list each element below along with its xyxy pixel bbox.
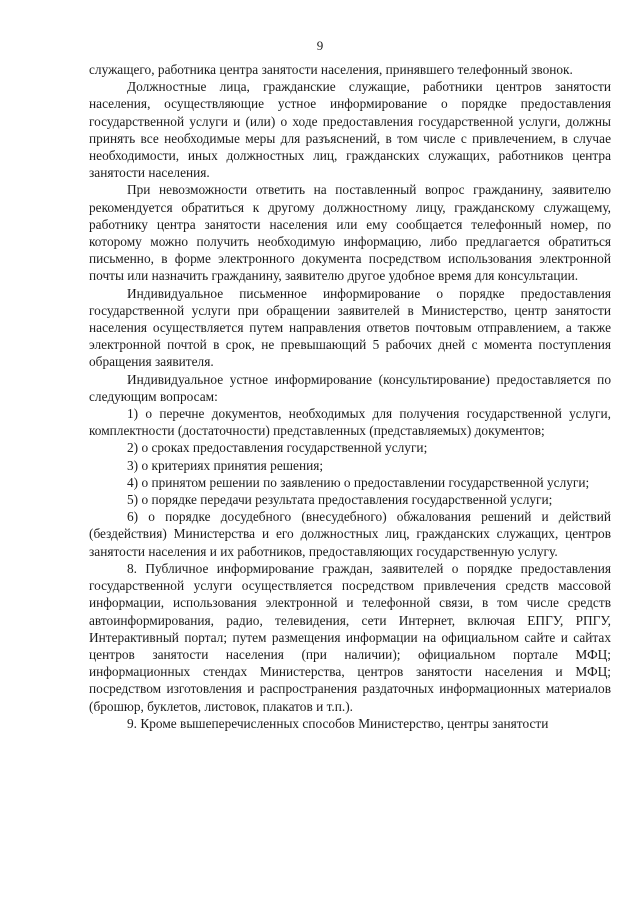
document-body xyxy=(89,61,611,732)
list-item-5: 5) о порядке передачи результата предоставления государственной услуги; xyxy=(127,492,553,508)
paragraph-section-8-public-informing: 8. Публичное информирование граждан, заявителей о порядке предоставления государственной услуги осуществляется посредством привлечения средств массовой информации, использования электронной и телефонной связи, в том числе средств автоинформирования, радио, телевидения, сети Интернет, включая ЕПГУ, РПГУ, Интерактивный портал; путем размещения информации на официальном сайте и сайтах центров занятости населения (при наличии); официальном портале МФЦ; информационных стендах Министерства, центров занятости населения и МФЦ; посредством изготовления и распространения раздаточных информационных материалов (брошюр, буклетов, листовок, плакатов и т.п.). xyxy=(89,560,611,714)
list-item-1: 1) о перечне документов, необходимых для получения государственной услуги, комплектности (достаточности) представленных (представляемых) документов; xyxy=(89,406,611,439)
paragraph-oral-informing-intro: Индивидуальное устное информирование (консультирование) предоставляется по следующим вопросам: xyxy=(89,371,611,404)
page-number: 9 xyxy=(316,38,324,53)
list-item-6: 6) о порядке досудебного (внесудебного) обжалования решений и действий (бездействия) Министерства и его должностных лиц, гражданских служащих, центров занятости населения и их работников, предоставляющих государственную услугу. xyxy=(89,509,611,559)
paragraph-section-9: 9. Кроме вышеперечисленных способов Министерство, центры занятости xyxy=(127,715,549,731)
list-item-4: 4) о принятом решении по заявлению о предоставлении государственной услуги; xyxy=(127,474,590,490)
list-item-3: 3) о критериях принятия решения; xyxy=(127,457,324,473)
paragraph-officials-duties: Должностные лица, гражданские служащие, работники центров занятости населения, осуществляющие устное информирование о порядке предоставления государственной услуги и (или) о ходе предоставления государственной услуги, должны принять все необходимые меры для разъяснений, в том числе с привлечением, в случае необходимости, иных должностных лиц, гражданских служащих, работников центра занятости населения. xyxy=(89,79,611,181)
paragraph-unable-to-answer: При невозможности ответить на поставленный вопрос гражданину, заявителю рекомендуется обратиться к другому должностному лицу, гражданскому служащему, работнику центра занятости населения или ему сообщается телефонный номер, по которому можно получить необходимую информацию, либо предлагается обратиться письменно, в форме электронного документа посредством использования электронной почты или назначить гражданину, заявителю другое удобное время для консультации. xyxy=(89,182,611,284)
list-item-2: 2) о сроках предоставления государственной услуги; xyxy=(127,440,428,456)
paragraph-written-informing: Индивидуальное письменное информирование о порядке предоставления государственной услуги при обращении заявителей в Министерство, центр занятости населения осуществляется путем направления ответов почтовым отправлением, а также электронной почтой в срок, не превышающий 5 рабочих дней с момента поступления обращения заявителя. xyxy=(89,285,611,370)
paragraph-continuation: служащего, работника центра занятости населения, принявшего телефонный звонок. xyxy=(89,62,573,77)
